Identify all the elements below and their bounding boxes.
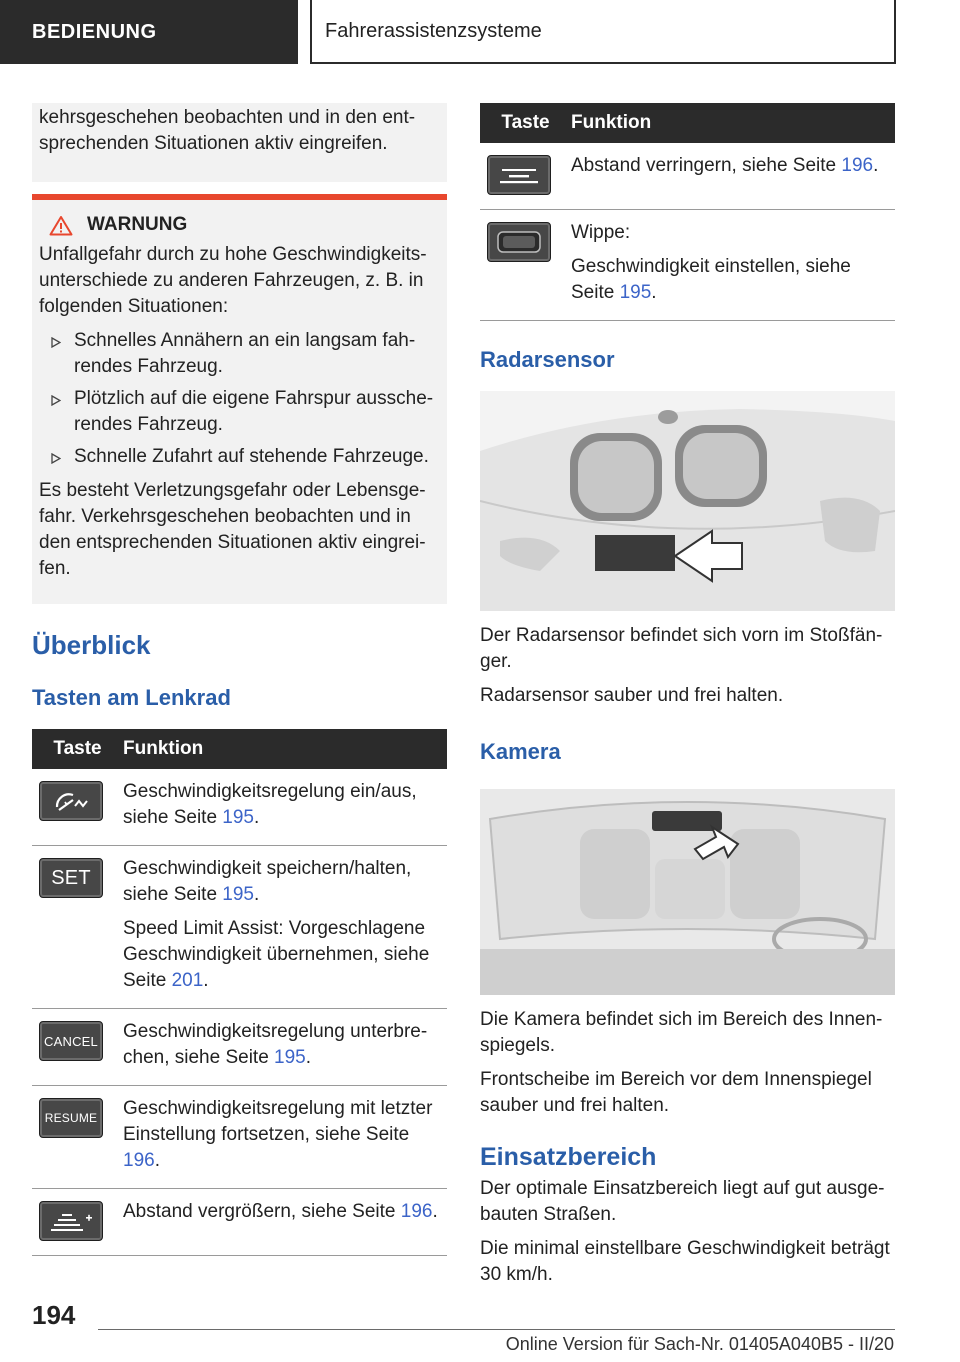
heading-ueberblick: Überblick xyxy=(32,630,151,660)
heading-tasten-am-lenkrad: Tasten am Lenkrad xyxy=(32,685,231,710)
page-link[interactable]: 195 xyxy=(274,1047,306,1068)
table-header-row xyxy=(32,729,447,769)
radar-text-1: Der Radarsensor befindet sich vorn im Stoßfän‐ger. xyxy=(480,625,883,672)
steering-wheel-buttons-table xyxy=(32,729,447,1256)
table-row xyxy=(32,1086,447,1189)
chapter-tab xyxy=(310,0,896,64)
table-row xyxy=(32,769,447,846)
column-header-taste: Taste xyxy=(32,729,123,769)
warning-triangle-icon xyxy=(49,215,73,236)
row-function-text: Geschwindigkeit speichern/halten, siehe Seite 195. xyxy=(123,858,412,905)
page-link[interactable]: 195 xyxy=(222,807,254,828)
range-text-1: Der optimale Einsatzbereich liegt auf gut ausge‐bauten Straßen. xyxy=(480,1178,885,1225)
camera-image xyxy=(480,789,895,995)
camera-text-1: Die Kamera befindet sich im Bereich des Innen‐spiegels. xyxy=(480,1009,883,1056)
table-row xyxy=(32,846,447,1009)
column-header-funktion: Funktion xyxy=(571,103,895,143)
page-link[interactable]: 195 xyxy=(619,282,652,303)
table-row xyxy=(32,1009,447,1086)
range-text-2: Die minimal einstellbare Geschwindigkeit beträgt 30 km/h. xyxy=(480,1238,890,1285)
table-row xyxy=(480,210,895,321)
page-link[interactable]: 201 xyxy=(171,970,204,991)
list-item: Plötzlich auf die eigene Fahrspur aussche‐rendes Fahrzeug. xyxy=(39,386,440,438)
page-number: 194 xyxy=(32,1300,76,1330)
rocker-switch-icon xyxy=(487,222,551,262)
column-header-funktion: Funktion xyxy=(123,729,447,769)
row-function-text-2: Speed Limit Assist: Vorgeschlagene Geschwindigkeit übernehmen, siehe Seite 201. xyxy=(123,918,430,991)
bullet-triangle-icon xyxy=(51,337,61,348)
heading-radarsensor: Radarsensor xyxy=(480,347,615,372)
list-item: Schnelle Zufahrt auf stehende Fahrzeuge. xyxy=(39,444,440,470)
chapter-label: Fahrerassistenzsysteme xyxy=(325,19,542,42)
footer-edition: Online Version für Sach-Nr. 01405A040B5 - II/20 xyxy=(505,1334,894,1354)
page-link[interactable]: 196 xyxy=(123,1150,155,1171)
row-function-text: Geschwindigkeitsregelung mit letzter Einstellung fortsetzen, siehe Seite 196. xyxy=(123,1098,433,1171)
distance-increase-button-icon xyxy=(39,1201,103,1241)
left-column xyxy=(32,103,447,1256)
set-button-icon: SET xyxy=(39,858,103,898)
warning-title xyxy=(39,214,440,236)
page-link[interactable]: 196 xyxy=(841,155,874,176)
cruise-control-button-icon xyxy=(39,781,103,821)
column-header-taste: Taste xyxy=(480,103,571,143)
warning-box xyxy=(32,194,447,604)
page-link[interactable]: 195 xyxy=(222,884,254,905)
distance-decrease-button-icon xyxy=(487,155,551,195)
row-function-text: Geschwindigkeitsregelung ein/aus, siehe Seite 195. xyxy=(123,781,417,828)
row-function-text: Abstand vergrößern, siehe Seite 196. xyxy=(123,1201,438,1222)
row-function-text: Wippe: xyxy=(571,222,631,243)
warning-intro: Unfallgefahr durch zu hohe Geschwindigkeits‐unterschiede zu anderen Fahrzeugen, z. B. in folgenden Situationen: xyxy=(39,244,427,317)
warning-bullet-list xyxy=(39,328,440,470)
row-function-text: Abstand verringern, siehe Seite 196. xyxy=(571,155,879,176)
warning-title-text: WARNUNG xyxy=(87,214,188,235)
list-item: Schnelles Annähern an ein langsam fah‐rendes Fahrzeug. xyxy=(39,328,440,380)
radar-sensor-image xyxy=(480,391,895,611)
warning-conclusion: Es besteht Verletzungsgefahr oder Lebensge‐fahr. Verkehrsgeschehen beobachten und in den entsprechenden Situationen aktiv eingrei‐fen. xyxy=(39,480,426,579)
row-function-text-2: Geschwindigkeit einstellen, siehe Seite 195. xyxy=(571,256,851,303)
table-row xyxy=(32,1189,447,1256)
bullet-triangle-icon xyxy=(51,453,61,464)
camera-text-2: Frontscheibe im Bereich vor dem Innenspiegel sauber und frei halten. xyxy=(480,1069,872,1116)
table-header-row xyxy=(480,103,895,143)
steering-wheel-buttons-table-continued xyxy=(480,103,895,321)
page-link[interactable]: 196 xyxy=(400,1201,433,1222)
bullet-triangle-icon xyxy=(51,395,61,406)
row-function-text: Geschwindigkeitsregelung unterbre‐chen, siehe Seite 195. xyxy=(123,1021,428,1068)
radar-text-2: Radarsensor sauber und frei halten. xyxy=(480,685,784,706)
table-row xyxy=(480,143,895,210)
heading-einsatzbereich: Einsatzbereich xyxy=(480,1143,657,1171)
section-label: BEDIENUNG xyxy=(32,20,157,43)
cancel-button-icon: CANCEL xyxy=(39,1021,103,1061)
footer-divider xyxy=(98,1329,895,1330)
warning-continuation-box xyxy=(32,103,447,182)
resume-button-icon: RESUME xyxy=(39,1098,103,1138)
right-column xyxy=(480,103,895,1288)
section-tab xyxy=(0,0,298,64)
continuation-text: kehrsgeschehen beobachten und in den ent‐sprechenden Situationen aktiv eingreifen. xyxy=(39,107,416,154)
heading-kamera: Kamera xyxy=(480,739,561,764)
